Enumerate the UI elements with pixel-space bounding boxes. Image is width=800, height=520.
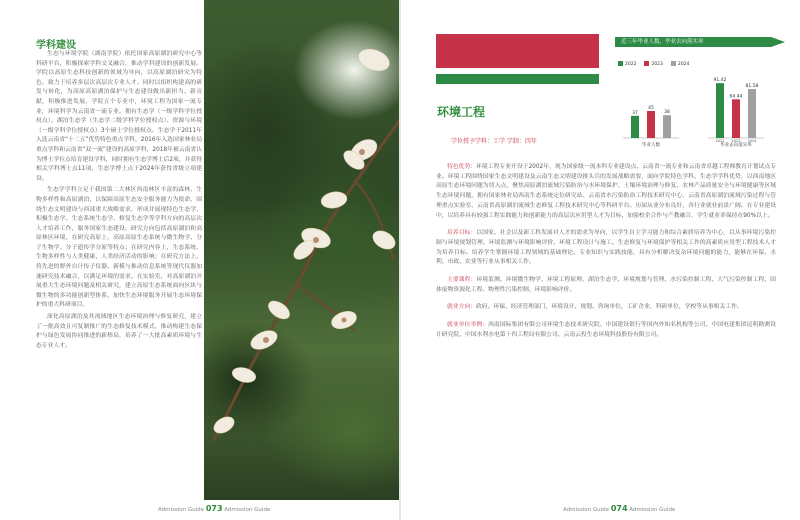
section-paragraph [436, 321, 776, 340]
section-title: 学科建设 [36, 40, 76, 51]
section-label: 特色优势： [447, 164, 477, 170]
paragraph: 深化高原湖泊及其流域地区生态环境治理与修复研究，建立了一批高效且可复制推广的生态修复技术模式，推动构建生态保护与绿色发展协同推进的新格局，培养了一大批高素质环境与生态专业人才。 [36, 314, 202, 349]
legend-item [618, 61, 636, 67]
bar-2022 [631, 116, 639, 138]
section-text: 以国家、社会以及新工科发展对人才的需求为导向，以学生自主学习能力和综合素质培养为中心，以从事环境污染控制与环境规划管理、环境监测与环境影响评价、环境工程设计与施工、生态修复与环境保护等相关工作的高素质应用型工程技术人才为培养目标。培养学生掌握环境工程领域的基础理论、专业知识与实践技能，具有分析解决复杂环境问题的能力，能够在环保、水利、市政、农业等行业从事相关工作。 [436, 230, 776, 266]
right-page [400, 0, 800, 520]
section-text: 环境监测、环境微生物学、环境工程原理、湖泊生态学、环境规划与管理、水污染控制工程、大气污染控制工程、固体废物资源化工程、物理性污染控制、环境影响评价。 [436, 277, 776, 293]
legend-label: 2022 [625, 62, 637, 67]
data-label: 81.58 [745, 84, 759, 90]
section-label: 就业方向： [447, 304, 476, 311]
legend-item [671, 61, 689, 67]
legend-label: 2024 [677, 62, 690, 67]
tick-label: 2023 [731, 139, 741, 143]
legend-item [644, 61, 662, 67]
section-paragraph [436, 303, 776, 313]
data-label: 91.42 [713, 78, 727, 84]
program-subtitle: 学位授予学科：工学 学制：四年 [451, 138, 537, 145]
category-label: 毕业去向落实率 [720, 143, 752, 148]
bar-2024 [748, 89, 756, 138]
bar-2023 [647, 111, 655, 138]
bar-2023 [732, 99, 740, 138]
magnolia-photo [204, 0, 400, 500]
footer-label: Admission Guide [224, 507, 271, 513]
legend-swatch [618, 61, 623, 66]
bar-2022 [716, 83, 724, 138]
chart-legend [618, 61, 689, 67]
section-text: 政府、环保、经济管理部门，环境设计、规划、咨询单位，工矿企业，科研单位，学校等从事相关工作。 [476, 304, 743, 311]
page-number: 073 [205, 504, 223, 513]
section-paragraph [436, 163, 776, 221]
graduate-bar-charts [615, 68, 785, 158]
section-label: 主要课程： [447, 277, 477, 284]
tick-label: 2024 [747, 139, 757, 143]
data-label: 38 [664, 110, 670, 116]
data-label: 45 [648, 106, 654, 111]
page-number: 074 [610, 504, 628, 513]
legend-swatch [644, 61, 649, 66]
chart-heading [615, 37, 771, 47]
section-label: 培养目标： [447, 230, 477, 237]
footer-label: Admission Guide [629, 507, 676, 513]
section-text: 西南国际集团有限公司环境生态技术研究院、中国建设银行等国内外知名机构等公司、中国电建集团昆明勘测设计研究院、中国水利水电第十四工程局有限公司、云南云投生态环境科技股份有限公司。 [436, 322, 776, 338]
paragraph: 生态与环境学院（湖南学院）依托国家高原湖泊研究中心等科研平台，积极探索学科交叉融合，推动学科建设的创新发展。学院以高原生态科技创新的领域为导向，以高原湖泊研究为特色，致力于培养多层次高层次专业人才。同时以组织构建高的研发与转化，为高原高原湖泊保护与生态建设做出新担当、新贡献，积极推进发展。学院五个专业中，环境工程为国家一流专业，环境科学为云南省一流专业。拥有生态学（一级学科学位授权点）、湖泊生态学（生态学二级学科学位授权点）、资源与环境（一级学科学位授权点）3个硕士学位授权点。生态学于2011年入选云南省“十二五”优势特色重点学科，2016年入选国家林业局重点学科和云南省“双一流”建设的高原学科，2018年被云南省认为博士学位点培育建设学科，同时拥有生态学博士后2项，并获得相关学科博士点11项，生态学博士点于2024年获得省级立项建设。 [36, 51, 203, 182]
green-decor-block [436, 74, 599, 84]
bar-2024 [663, 115, 671, 138]
legend-label: 2023 [651, 62, 663, 67]
legend-swatch [671, 61, 676, 66]
chart-heading-arrow [771, 37, 785, 47]
section-paragraph [436, 229, 776, 268]
section-label: 就业单位举例： [447, 322, 489, 329]
red-decor-block [436, 34, 599, 68]
program-title: 环境工程 [437, 105, 486, 119]
flower-branch-illustration [204, 0, 400, 500]
data-label: 64.44 [729, 94, 743, 100]
section-text: 环境工程专业开设于2002年，现为国家级一流本科专业建设点、云南省一流专业和云南省卓越工程师教育计划试点专业。环境工程围绕国家生态文明建设及云南生态文明建设排头兵的发展战略需要，面向学院特色学科、生态学学科优势，以西南地区高原生态环境问题为切入点，聚焦高原湖泊流域污染防治与水环境保护、土壤环境治理与修复、农林产品质量安全与环境健康等区域生态环境问题，拥有国家林业局西南生态系统定位研究站、云南省水污染防治工程技术研究中心、云南省高原湖泊流域污染过程与管理重点实验室、云南省高原湖泊流域生态修复工程技术研究中心等科研平台。历届从业分布良好，各行业就业前景广阔。在专业建设中，以培养具有较强工程实践能力和创新能力的高层次应用型人才为目标，加强校企合作与产教融合，学生就业率保持在90%以上。 [436, 164, 776, 219]
paragraph: 生态学学科立足于我国第二大林区西南林区丰富的森林、生物多样性和高原湖泊，以保障高原生态安全服务能力为使命，围绕生态文明建设与西部重大战略需求，形成并展现特色生态学，积极生态学、生态系统生态学、修复生态学等学科方向的高层次人才培养工作，服务国家生态建设。研究方向包括高原湖泊和高原林区环境、在研究高原上，高原高原生态系统与微生物学、分子生物学、分子遗传学分原等特点；在研究内容上，生态系统、生物多样性与人类健康，人类经济活动的影响；在研究方法上，将先进的野外自计传子仪器、新模与推动信息系统等现代仪器加速研究技术融合，以满足环境的需求。在实验室，对高原湖泊开展重大生态环境问题及相关研究，建立高原生态系统面向区块与微生物的多功能创新型体系，加快生态环境服务开展生态环境保护的重大科研项目。 [36, 187, 202, 309]
footer-label: Admission Guide [158, 507, 205, 513]
data-label: 37 [632, 110, 638, 116]
chart-heading-text: 近三年毕业人数、毕业去向落实率 [621, 39, 704, 45]
footer-right [563, 504, 675, 513]
footer-label: Admission Guide [563, 507, 610, 513]
category-label: 毕业人数 [642, 143, 660, 148]
program-description [436, 163, 776, 349]
footer-left [158, 504, 270, 513]
tick-label: 2022 [715, 139, 725, 143]
section-body [36, 50, 202, 353]
section-paragraph [436, 276, 776, 295]
